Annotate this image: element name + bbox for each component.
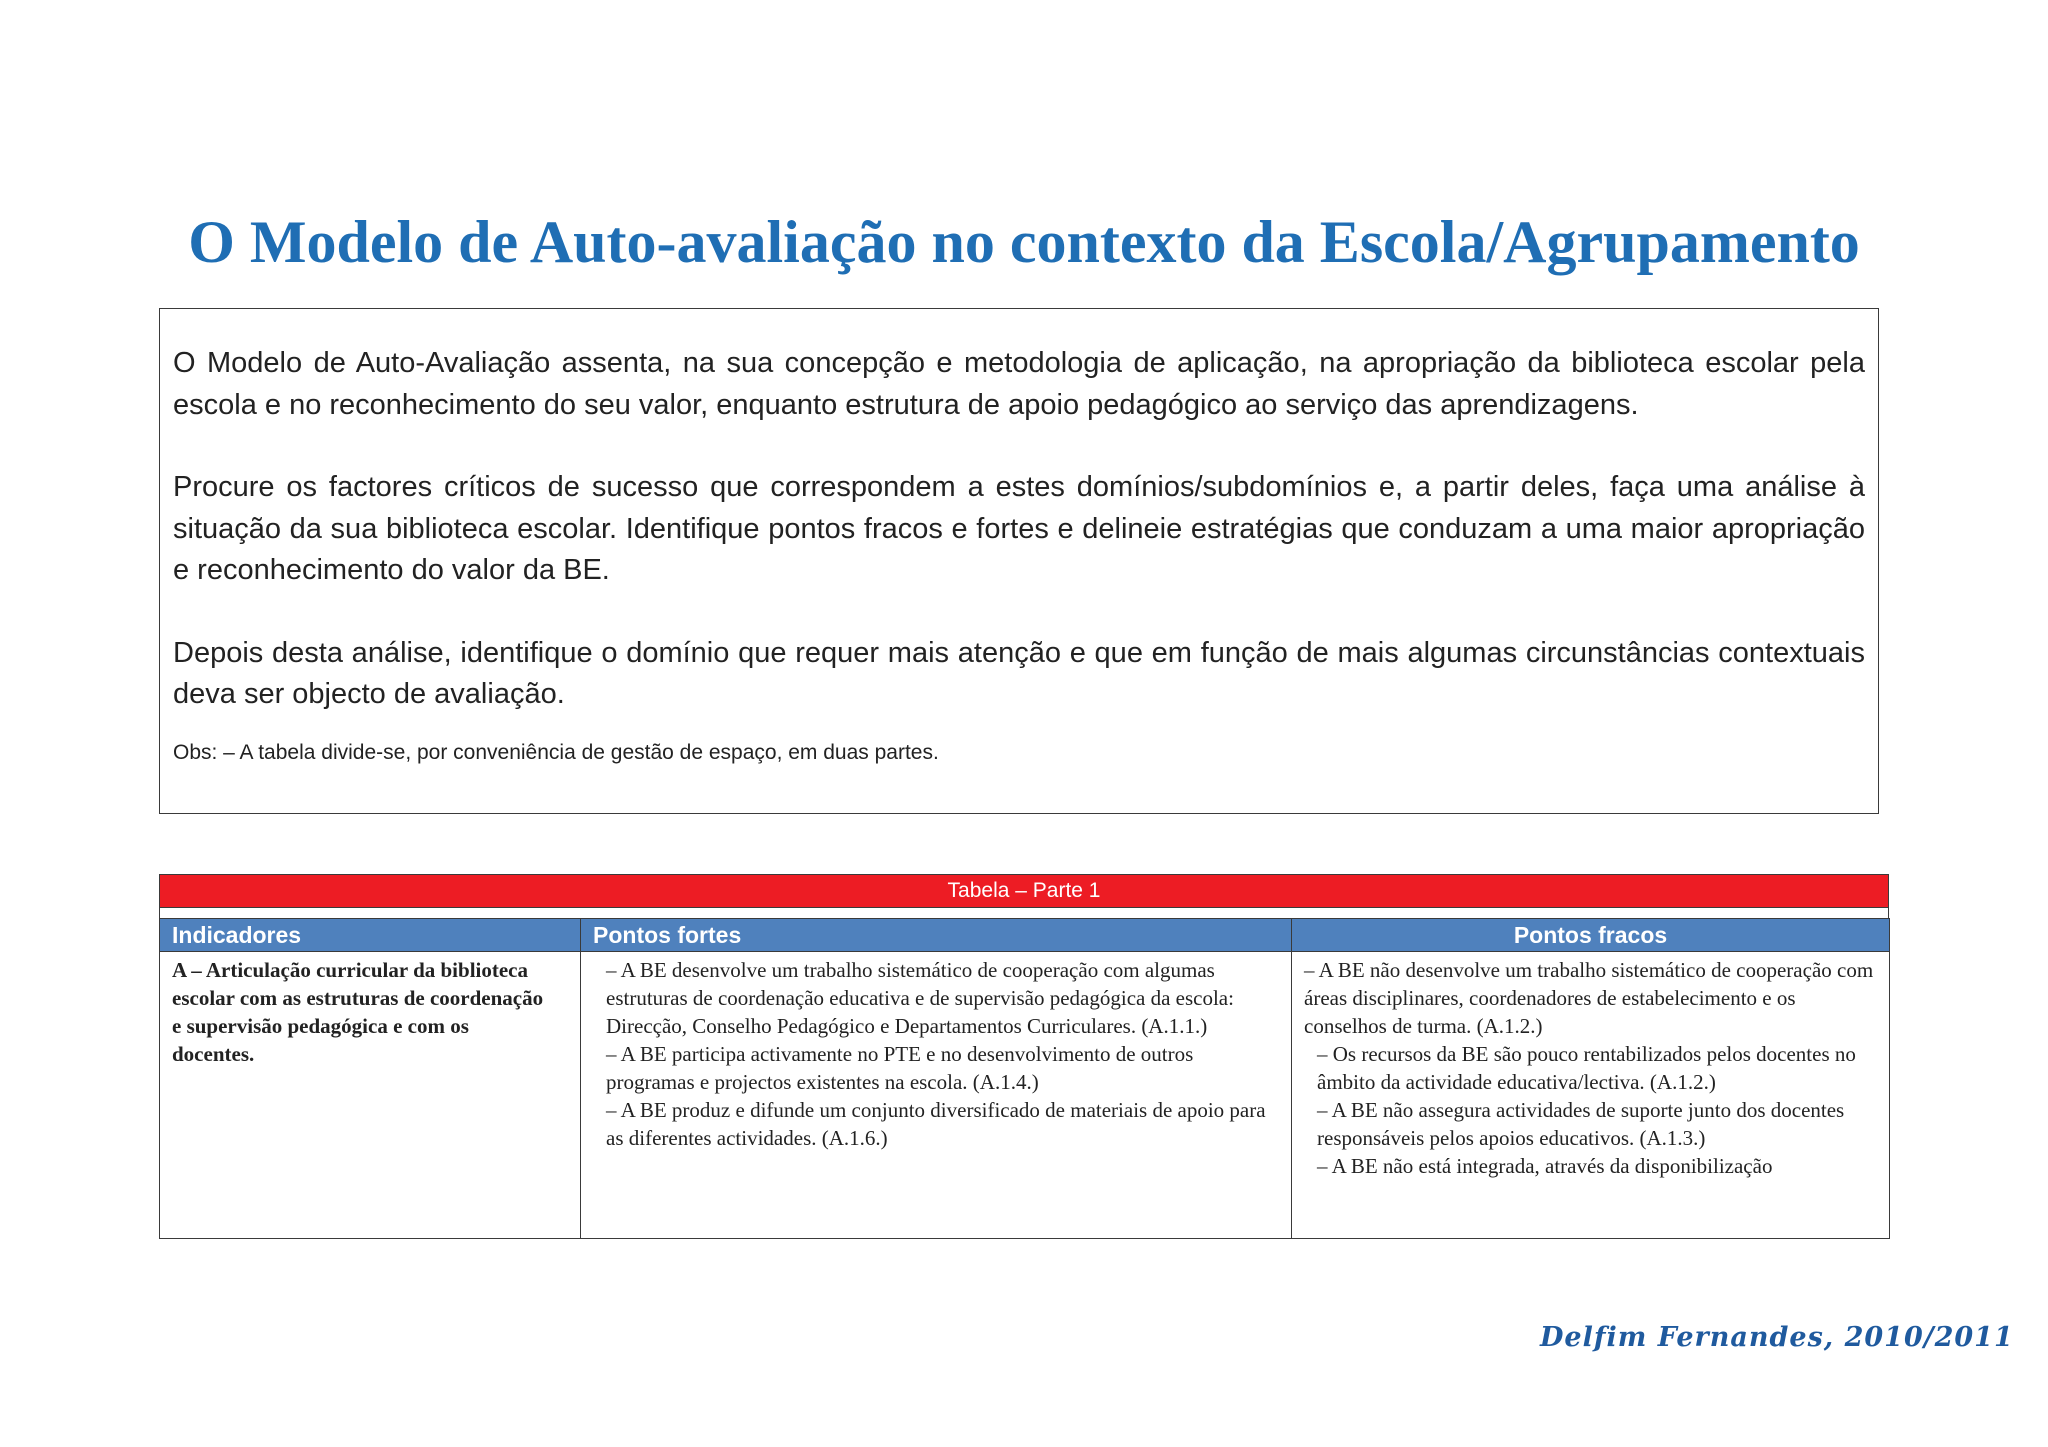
ponto-fraco-item: – Os recursos da BE são pouco rentabilizados pelos docentes no âmbito da actividade educativa/lectiva. (A.1.2.) (1317, 1042, 1856, 1094)
author-signature: Delfim Fernandes, 2010/2011 (1540, 1322, 2014, 1353)
ponto-fraco-item: – A BE não está integrada, através da disponibilização (1317, 1154, 1773, 1178)
intro-paragraph-2: Procure os factores críticos de sucesso que correspondem a estes domínios/subdomínios e, a partir deles, faça uma análise à situação da sua biblioteca escolar. Identifique pontos fracos e fortes e delineie estratégias que conduzam a uma maior apropriação e reconhecimento do valor da BE. (173, 471, 1865, 586)
page-title: O Modelo de Auto-avaliação no contexto da Escola/Agrupamento (188, 209, 1860, 275)
intro-box (159, 308, 1879, 814)
header-indicadores: Indicadores (160, 919, 581, 952)
header-pontos-fracos: Pontos fracos (1292, 919, 1890, 952)
ponto-fraco-item: – A BE não desenvolve um trabalho sistemático de cooperação com áreas disciplinares, coordenadores de estabelecimento e os conselhos de turma. (A.1.2.) (1304, 958, 1874, 1038)
evaluation-table (159, 918, 1890, 1239)
ponto-forte-item: – A BE produz e difunde um conjunto diversificado de materiais de apoio para as diferentes actividades. (A.1.6.) (606, 1098, 1266, 1150)
table-header-row (160, 919, 1890, 952)
table-caption: Tabela – Parte 1 (159, 874, 1889, 908)
pontos-fortes-cell (581, 952, 1292, 1239)
indicador-cell: A – Articulação curricular da biblioteca escolar com as estruturas de coordenação e supervisão pedagógica e com os docentes. (160, 952, 581, 1239)
ponto-fraco-item: – A BE não assegura actividades de suporte junto dos docentes responsáveis pelos apoios educativos. (A.1.3.) (1317, 1098, 1845, 1150)
ponto-forte-item: – A BE desenvolve um trabalho sistemático de cooperação com algumas estruturas de coordenação educativa e de supervisão pedagógica da escola: Direcção, Conselho Pedagógico e Departamentos Curriculares. (A.1.1.) (606, 958, 1234, 1038)
table-part-1 (159, 874, 1889, 1239)
caption-spacer (159, 908, 1889, 918)
table-row (160, 952, 1890, 1239)
intro-paragraph-3: Depois desta análise, identifique o domínio que requer mais atenção e que em função de mais algumas circunstâncias contextuais deva ser objecto de avaliação. (173, 636, 1865, 710)
header-pontos-fortes: Pontos fortes (581, 919, 1292, 952)
pontos-fracos-cell (1292, 952, 1890, 1239)
intro-paragraph-1: O Modelo de Auto-Avaliação assenta, na sua concepção e metodologia de aplicação, na apropriação da biblioteca escolar pela escola e no reconhecimento do seu valor, enquanto estrutura de apoio pedagógico ao serviço das aprendizagens. (173, 347, 1865, 421)
ponto-forte-item: – A BE participa activamente no PTE e no desenvolvimento de outros programas e projectos existentes na escola. (A.1.4.) (606, 1042, 1194, 1094)
intro-note: Obs: – A tabela divide-se, por conveniência de gestão de espaço, em duas partes. (173, 740, 939, 764)
